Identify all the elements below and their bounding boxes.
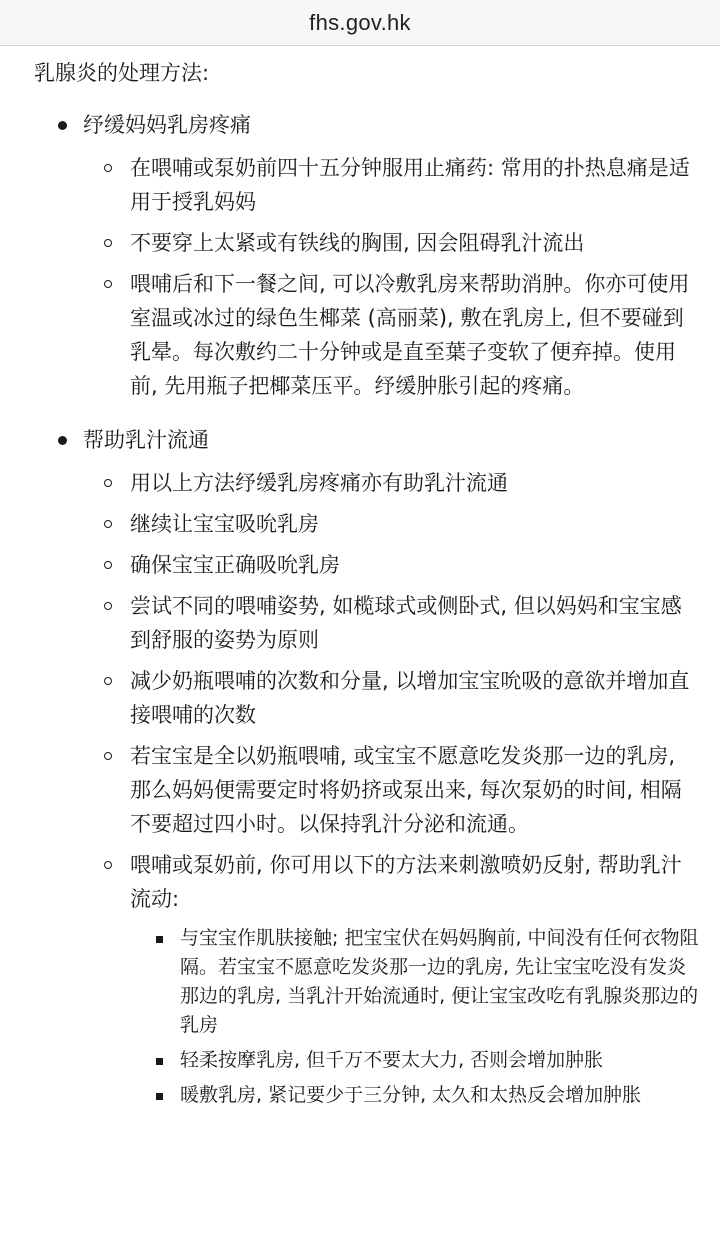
list-item-text: 不要穿上太紧或有铁线的胸围, 因会阻碍乳汁流出 (130, 231, 585, 255)
bullet-circle-icon (104, 561, 112, 569)
bullet-circle-icon (104, 520, 112, 528)
intro-heading: 乳腺炎的处理方法: (34, 61, 210, 85)
bullet-circle-icon (104, 752, 112, 760)
list-item-text: 继续让宝宝吸吮乳房 (130, 512, 319, 536)
sub-list-item (156, 924, 700, 1040)
bullet-disc-icon (58, 121, 67, 130)
bullet-square-icon (156, 1058, 163, 1065)
bullet-circle-icon (104, 861, 112, 869)
list-item-text: 若宝宝是全以奶瓶喂哺, 或宝宝不愿意吃发炎那一边的乳房, 那么妈妈便需要定时将奶挤或泵出来, 每次泵奶的时间, 相隔不要超过四小时。以保持乳汁分泌和流通。 (130, 744, 682, 836)
list-item (104, 848, 700, 1110)
list-item-text: 喂哺后和下一餐之间, 可以冷敷乳房来帮助消肿。你亦可使用室温或冰过的绿色生椰菜 (高丽菜), 敷在乳房上, 但不要碰到乳晕。每次敷约二十分钟或是直至葉子变软了便弃掉。使用前, 先用瓶子把椰菜压平。纾缓肿胀引起的疼痛。 (130, 272, 690, 398)
section-heading (58, 425, 700, 455)
list-item-text: 尝试不同的喂哺姿势, 如榄球式或侧卧式, 但以妈妈和宝宝感到舒服的姿势为原则 (130, 594, 682, 652)
list-item-text: 喂哺或泵奶前, 你可用以下的方法来刺激喷奶反射, 帮助乳汁流动: (130, 853, 682, 911)
bullet-square-icon (156, 1093, 163, 1100)
list-item-text: 用以上方法纾缓乳房疼痛亦有助乳汁流通 (130, 471, 508, 495)
list-item (104, 507, 700, 541)
sub-list-item (156, 1046, 700, 1075)
list-item-text: 确保宝宝正确吸吮乳房 (130, 553, 340, 577)
section-relieve-pain (34, 110, 700, 403)
bullet-circle-icon (104, 602, 112, 610)
section-heading (58, 110, 700, 140)
bullet-disc-icon (58, 436, 67, 445)
bullet-list (34, 466, 700, 1110)
url-text[interactable]: fhs.gov.hk (309, 9, 411, 35)
bullet-square-icon (156, 936, 163, 943)
list-item-text: 减少奶瓶喂哺的次数和分量, 以增加宝宝吮吸的意欲并增加直接喂哺的次数 (130, 669, 690, 727)
bullet-circle-icon (104, 479, 112, 487)
list-item (104, 739, 700, 841)
bullet-circle-icon (104, 239, 112, 247)
section-title: 帮助乳汁流通 (83, 428, 209, 452)
bullet-circle-icon (104, 677, 112, 685)
sub-list-item-text: 暖敷乳房, 紧记要少于三分钟, 太久和太热反会增加肿胀 (180, 1084, 642, 1106)
sub-list-item (156, 1081, 700, 1110)
bullet-circle-icon (104, 164, 112, 172)
section-milk-flow (34, 425, 700, 1110)
section-title: 纾缓妈妈乳房疼痛 (83, 113, 251, 137)
article-content (0, 46, 720, 1110)
sub-bullet-list (130, 924, 700, 1110)
list-item (104, 466, 700, 500)
list-item-text: 在喂哺或泵奶前四十五分钟服用止痛药: 常用的扑热息痛是适用于授乳妈妈 (130, 156, 690, 214)
list-item (104, 151, 700, 219)
bullet-circle-icon (104, 280, 112, 288)
browser-address-bar[interactable] (0, 0, 720, 46)
list-item (104, 589, 700, 657)
bullet-list (34, 151, 700, 403)
list-item (104, 226, 700, 260)
list-item (104, 664, 700, 732)
sub-list-item-text: 与宝宝作肌肤接触; 把宝宝伏在妈妈胸前, 中间没有任何衣物阻隔。若宝宝不愿意吃发炎那一边的乳房, 先让宝宝吃没有发炎那边的乳房, 当乳汁开始流通时, 便让宝宝改吃有乳腺炎那边的乳房 (180, 927, 699, 1036)
sub-list-item-text: 轻柔按摩乳房, 但千万不要太大力, 否则会增加肿胀 (180, 1049, 604, 1071)
list-item (104, 548, 700, 582)
list-item (104, 267, 700, 403)
